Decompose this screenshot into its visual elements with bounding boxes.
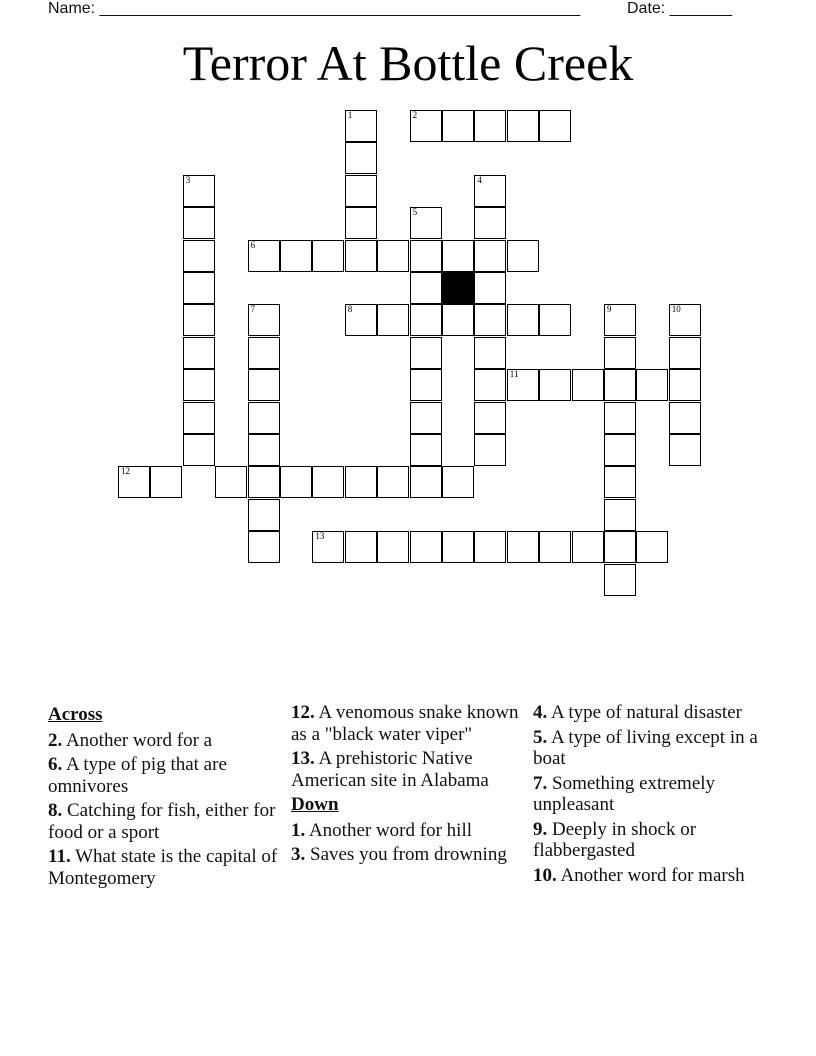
crossword-cell[interactable] [474,304,506,336]
crossword-cell[interactable] [507,369,539,401]
clue-column-2 [291,702,526,869]
crossword-cell[interactable] [442,240,474,272]
clue-item [533,727,768,770]
crossword-cell[interactable] [474,531,506,563]
clue-number: 10. [533,864,557,886]
crossword-cell[interactable] [183,402,215,434]
crossword-cell[interactable] [248,466,280,498]
crossword-cell[interactable] [248,304,280,336]
cell-number: 9 [607,304,612,315]
crossword-cell[interactable] [345,175,377,207]
crossword-cell[interactable] [410,337,442,369]
crossword-cell[interactable] [248,434,280,466]
crossword-cell[interactable] [183,272,215,304]
clue-item [533,702,768,724]
cell-number: 1 [347,110,353,120]
clue-text: What state is the capital of Montegomery [48,846,278,889]
clue-number: 1. [291,819,306,841]
crossword-cell[interactable] [345,110,377,142]
clue-text: Another word for a [62,729,213,751]
clue-text: A type of natural disaster [547,702,742,723]
clue-column-3 [533,702,768,889]
crossword-cell[interactable] [312,531,344,563]
crossword-cell[interactable] [312,466,344,498]
clue-text: A type of living except in a boat [533,726,758,769]
clue-number: 8. [48,800,63,821]
crossword-cell[interactable] [118,466,150,498]
cell-number: 13 [315,531,325,542]
clue-number: 9. [533,818,548,840]
clue-item [533,865,768,887]
crossword-cell[interactable] [345,304,377,336]
crossword-cell[interactable] [442,304,474,336]
clue-number: 6. [48,754,63,775]
crossword-cell[interactable] [410,369,442,401]
clue-item [533,819,768,862]
crossword-cell[interactable] [442,531,474,563]
crossword-cell[interactable] [539,110,571,142]
page-title: Terror At Bottle Creek [182,35,634,91]
clue-text: Something extremely unpleasant [533,772,716,815]
clue-text: Saves you from drowning [305,844,507,865]
crossword-cell[interactable] [345,207,377,239]
clue-text: Catching for fish, either for food or a sport [48,800,276,843]
crossword-cell[interactable] [410,531,442,563]
crossword-cell[interactable] [183,434,215,466]
crossword-cell[interactable] [604,304,636,336]
clue-text: A prehistoric Native American site in Alabama [291,748,489,791]
crossword-cell[interactable] [474,272,506,304]
crossword-cell[interactable] [539,304,571,336]
cell-number: 7 [250,304,256,315]
crossword-cell[interactable] [377,304,409,336]
clue-text: Deeply in shock or flabbergasted [533,818,697,861]
crossword-cell[interactable] [539,369,571,401]
crossword-cell[interactable] [474,110,506,142]
crossword-cell[interactable] [572,369,604,401]
clue-item [48,846,278,889]
black-cell [442,272,474,304]
crossword-cell[interactable] [507,531,539,563]
crossword-cell[interactable] [474,240,506,272]
clue-item [291,748,526,791]
crossword-cell[interactable] [507,240,539,272]
crossword-cell[interactable] [248,499,280,531]
clue-number: 5. [533,726,548,748]
name-field-label: Name: ______________________________________________________ [48,0,581,17]
crossword-cell[interactable] [604,369,636,401]
crossword-cell[interactable] [410,207,442,239]
across-heading: Across [48,704,103,725]
clue-number: 13. [291,748,315,769]
clue-number: 4. [533,702,548,723]
crossword-cell[interactable] [604,499,636,531]
clue-text: Another word for marsh [556,864,745,886]
clue-item [48,754,278,797]
cell-number: 4 [477,174,482,185]
crossword-cell[interactable] [377,466,409,498]
crossword-cell[interactable] [345,531,377,563]
crossword-cell[interactable] [604,434,636,466]
crossword-cell[interactable] [248,240,280,272]
cell-number: 3 [185,174,191,185]
clue-text: A venomous snake known as a "black water viper" [291,702,519,745]
crossword-cell[interactable] [377,531,409,563]
crossword-cell[interactable] [507,110,539,142]
clue-number: 3. [291,844,306,865]
clue-item [48,730,278,752]
clue-item [291,702,526,745]
clue-number: 12. [291,702,315,723]
clue-item [291,820,526,842]
clue-number: 7. [533,772,548,794]
crossword-cell[interactable] [377,240,409,272]
crossword-cell[interactable] [669,402,701,434]
crossword-cell[interactable] [183,369,215,401]
crossword-cell[interactable] [636,531,668,563]
crossword-cell[interactable] [474,369,506,401]
clue-number: 2. [48,729,63,751]
crossword-cell[interactable] [474,434,506,466]
crossword-cell[interactable] [604,531,636,563]
crossword-cell[interactable] [183,337,215,369]
crossword-cell[interactable] [345,240,377,272]
clue-item [48,800,278,843]
crossword-cell[interactable] [474,402,506,434]
crossword-cell[interactable] [312,240,344,272]
crossword-cell[interactable] [248,402,280,434]
clue-number: 11. [48,846,71,867]
crossword-cell[interactable] [410,304,442,336]
crossword-cell[interactable] [442,466,474,498]
crossword-cell[interactable] [248,337,280,369]
crossword-cell[interactable] [669,304,701,336]
cell-number: 11 [509,369,519,380]
crossword-cell[interactable] [474,337,506,369]
crossword-cell[interactable] [248,531,280,563]
crossword-cell[interactable] [410,402,442,434]
crossword-cell[interactable] [539,531,571,563]
crossword-cell[interactable] [410,434,442,466]
crossword-cell[interactable] [669,369,701,401]
cell-number: 10 [671,304,681,315]
crossword-cell[interactable] [410,272,442,304]
cell-number: 12 [121,466,130,477]
crossword-cell[interactable] [183,175,215,207]
crossword-cell[interactable] [183,304,215,336]
crossword-cell[interactable] [410,110,442,142]
crossword-cell[interactable] [474,207,506,239]
crossword-cell[interactable] [474,175,506,207]
crossword-cell[interactable] [280,466,312,498]
crossword-cell[interactable] [507,304,539,336]
crossword-cell[interactable] [572,531,604,563]
crossword-cell[interactable] [183,240,215,272]
clue-item [533,773,768,816]
crossword-cell[interactable] [280,240,312,272]
crossword-cell[interactable] [604,402,636,434]
clue-column-1 [48,702,278,892]
crossword-cell[interactable] [604,466,636,498]
down-heading: Down [291,794,339,815]
crossword-cell[interactable] [410,240,442,272]
cell-number: 6 [250,239,256,250]
crossword-cell[interactable] [345,142,377,174]
crossword-cell[interactable] [345,466,377,498]
crossword-cell[interactable] [636,369,668,401]
cell-number: 8 [347,304,353,315]
crossword-cell[interactable] [604,337,636,369]
cell-number: 5 [412,207,418,218]
crossword-cell[interactable] [410,466,442,498]
crossword-cell[interactable] [183,207,215,239]
crossword-cell[interactable] [604,564,636,596]
crossword-cell[interactable] [215,466,247,498]
clue-item [291,844,526,866]
crossword-cell[interactable] [669,434,701,466]
crossword-cell[interactable] [669,337,701,369]
date-field-label: Date: _______ [627,0,732,17]
cell-number: 2 [412,110,418,120]
clue-text: Another word for hill [305,819,473,841]
crossword-cell[interactable] [442,110,474,142]
crossword-cell[interactable] [248,369,280,401]
crossword-cell[interactable] [150,466,182,498]
clue-text: A type of pig that are omnivores [48,754,227,797]
